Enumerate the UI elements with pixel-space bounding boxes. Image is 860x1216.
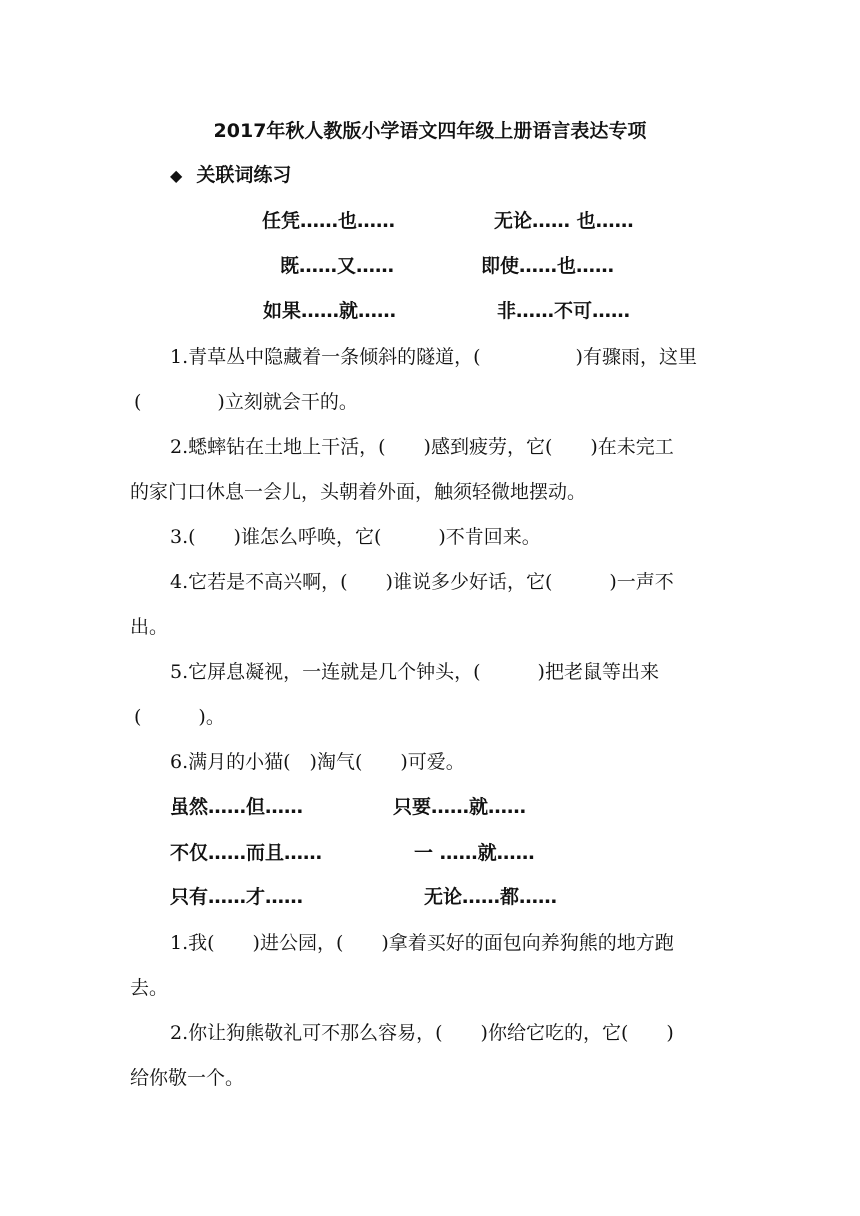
keyword-pair: 无论…… 也…… (494, 210, 634, 232)
question-line: 1.青草丛中隐藏着一条倾斜的隧道，( )有骤雨，这里 (170, 346, 697, 368)
question-line: 的家门口休息一会儿，头朝着外面，触须轻微地摆动。 (130, 481, 587, 503)
question-line: 2.你让狗熊敬礼可不那么容易，( )你给它吃的，它( ) (170, 1022, 674, 1044)
keyword-pair: 如果……就…… (263, 300, 397, 322)
section-label: 关联词练习 (196, 164, 292, 186)
keyword-pair: 既……又…… (280, 255, 395, 277)
keyword-pair: 一 ……就…… (414, 842, 535, 864)
page-title: 2017年秋人教版小学语文四年级上册语言表达专项 (213, 120, 647, 142)
keyword-pair: 只要……就…… (393, 796, 527, 818)
keyword-pair: 只有……才…… (170, 886, 304, 908)
question-line: 4.它若是不高兴啊，( )谁说多少好话，它( )一声不 (170, 571, 674, 593)
section-heading (170, 160, 291, 187)
question-line: ( )立刻就会干的。 (134, 391, 358, 413)
question-line: 2.蟋蟀钻在土地上干活，( )感到疲劳，它( )在未完工 (170, 436, 674, 458)
keyword-pair: 非……不可…… (497, 300, 631, 322)
question-line: 5.它屏息凝视，一连就是几个钟头，( )把老鼠等出来 (170, 661, 659, 683)
keyword-pair: 不仅……而且…… (170, 842, 323, 864)
question-line: 6.满月的小猫( )淘气( )可爱。 (170, 751, 465, 773)
question-line: 去。 (130, 977, 169, 999)
question-line: 给你敬一个。 (130, 1067, 245, 1089)
diamond-bullet-icon: ◆ (170, 166, 183, 185)
question-line: 出。 (130, 616, 169, 638)
keyword-pair: 即使……也…… (481, 255, 615, 277)
question-line: 1.我( )进公园，( )拿着买好的面包向养狗熊的地方跑 (170, 932, 674, 954)
question-line: ( )。 (134, 706, 225, 728)
question-line: 3.( )谁怎么呼唤，它( )不肯回来。 (170, 526, 541, 548)
keyword-pair: 无论……都…… (424, 886, 558, 908)
keyword-pair: 任凭……也…… (262, 210, 396, 232)
keyword-pair: 虽然……但…… (170, 796, 304, 818)
